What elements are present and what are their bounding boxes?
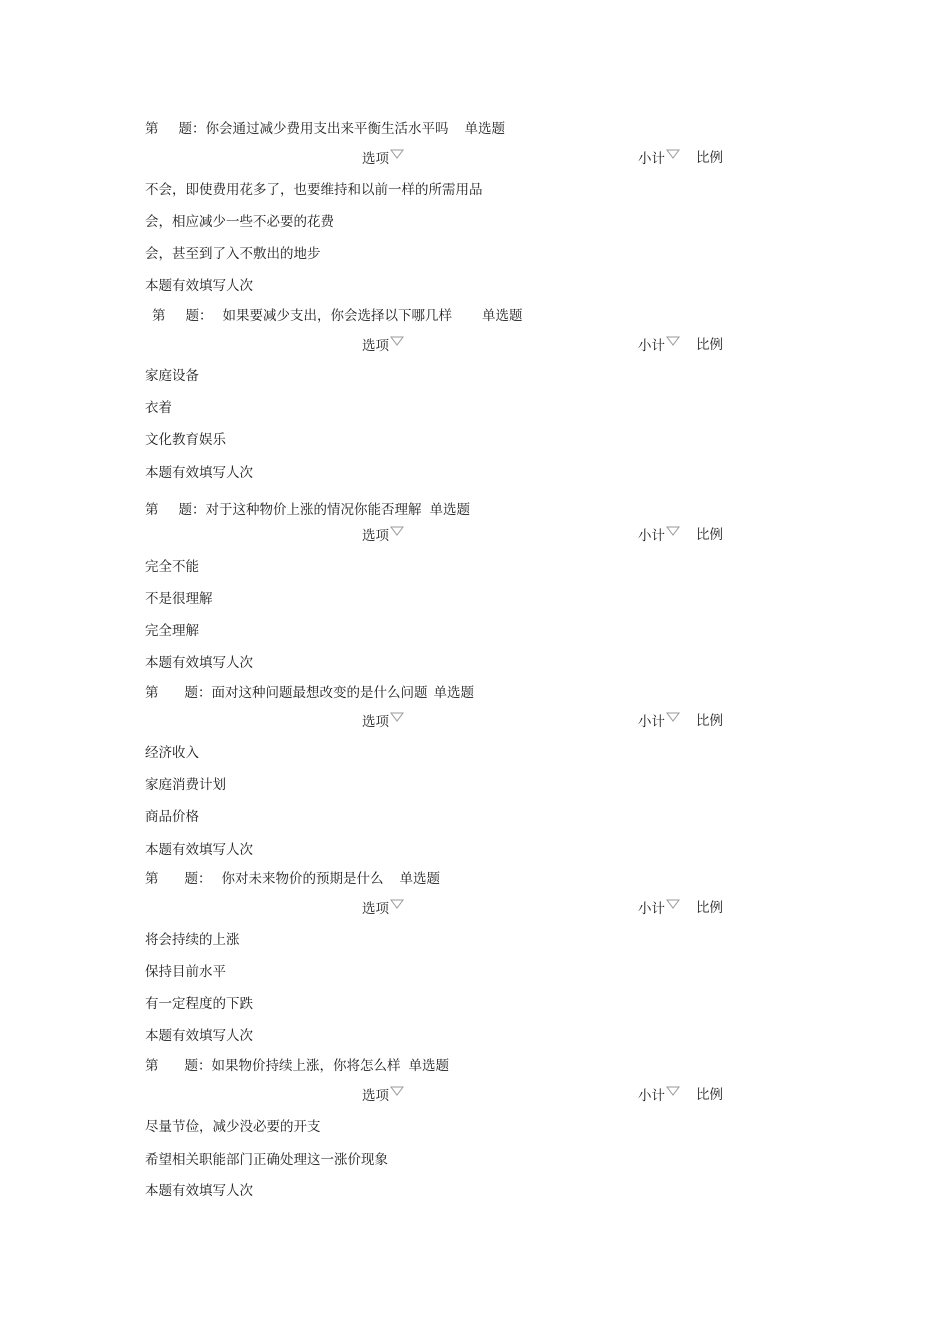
question-type: 单选题 xyxy=(464,121,505,137)
question-text: 如果物价持续上涨，你将怎么样 xyxy=(211,1058,401,1074)
question-1-title xyxy=(145,120,505,138)
option-row: 不会，即使费用花多了，也要维持和以前一样的所需用品 xyxy=(145,182,483,198)
column-header-count-label: 小计 xyxy=(638,714,665,730)
column-header-ratio: 比例 xyxy=(696,527,723,543)
option-row: 文化教育娱乐 xyxy=(145,432,226,448)
sort-icon[interactable] xyxy=(666,899,680,909)
column-header-ratio: 比例 xyxy=(696,713,723,729)
column-header-count-label: 小计 xyxy=(638,528,665,544)
question-prefix: 第 xyxy=(152,308,166,324)
column-header-count[interactable] xyxy=(638,149,680,167)
sort-icon[interactable] xyxy=(666,526,680,536)
question-2-title xyxy=(152,307,523,325)
sort-icon[interactable] xyxy=(390,149,404,159)
question-suffix: 题： xyxy=(184,685,212,701)
question-suffix: 题： xyxy=(184,871,212,887)
valid-responses-label: 本题有效填写人次 xyxy=(145,278,253,294)
valid-responses-label: 本题有效填写人次 xyxy=(145,465,253,481)
option-row: 完全不能 xyxy=(145,559,199,575)
column-header-option[interactable] xyxy=(362,899,404,917)
sort-icon[interactable] xyxy=(390,712,404,722)
sort-icon[interactable] xyxy=(390,899,404,909)
question-text: 如果要减少支出，你会选择以下哪几样 xyxy=(222,308,452,324)
option-row: 家庭消费计划 xyxy=(145,777,226,793)
sort-icon[interactable] xyxy=(666,1086,680,1096)
option-row: 衣着 xyxy=(145,400,172,416)
question-prefix: 第 xyxy=(145,1058,159,1074)
option-row: 尽量节俭，减少没必要的开支 xyxy=(145,1119,321,1135)
option-row: 经济收入 xyxy=(145,745,199,761)
valid-responses-label: 本题有效填写人次 xyxy=(145,655,253,671)
sort-icon[interactable] xyxy=(390,336,404,346)
column-header-option[interactable] xyxy=(362,526,404,544)
option-row: 有一定程度的下跌 xyxy=(145,996,253,1012)
column-header-option-label: 选项 xyxy=(362,338,389,354)
sort-icon[interactable] xyxy=(390,1086,404,1096)
sort-icon[interactable] xyxy=(390,526,404,536)
column-header-option[interactable] xyxy=(362,149,404,167)
option-row: 希望相关职能部门正确处理这一涨价现象 xyxy=(145,1152,388,1168)
column-header-ratio: 比例 xyxy=(696,900,723,916)
column-header-count[interactable] xyxy=(638,899,680,917)
option-row: 家庭设备 xyxy=(145,368,199,384)
question-text: 对于这种物价上涨的情况你能否理解 xyxy=(205,502,422,518)
valid-responses-label: 本题有效填写人次 xyxy=(145,842,253,858)
column-header-option-label: 选项 xyxy=(362,528,389,544)
question-5-title xyxy=(145,870,440,888)
sort-icon[interactable] xyxy=(666,336,680,346)
question-type: 单选题 xyxy=(408,1058,449,1074)
question-prefix: 第 xyxy=(145,685,159,701)
question-prefix: 第 xyxy=(145,121,159,137)
question-type: 单选题 xyxy=(429,502,470,518)
question-suffix: 题： xyxy=(178,502,206,518)
column-header-ratio: 比例 xyxy=(696,1087,723,1103)
column-header-option[interactable] xyxy=(362,1086,404,1104)
column-header-count[interactable] xyxy=(638,336,680,354)
column-header-option-label: 选项 xyxy=(362,1088,389,1104)
question-type: 单选题 xyxy=(433,685,474,701)
column-header-option-label: 选项 xyxy=(362,714,389,730)
question-3-title xyxy=(145,501,470,519)
option-row: 会，甚至到了入不敷出的地步 xyxy=(145,246,321,262)
column-header-option-label: 选项 xyxy=(362,901,389,917)
question-suffix: 题： xyxy=(184,1058,212,1074)
option-row: 完全理解 xyxy=(145,623,199,639)
valid-responses-label: 本题有效填写人次 xyxy=(145,1183,253,1199)
column-header-count[interactable] xyxy=(638,1086,680,1104)
question-prefix: 第 xyxy=(145,502,159,518)
sort-icon[interactable] xyxy=(666,149,680,159)
column-header-option[interactable] xyxy=(362,712,404,730)
option-row: 商品价格 xyxy=(145,809,199,825)
question-text: 你会通过减少费用支出来平衡生活水平吗 xyxy=(205,121,449,137)
question-4-title xyxy=(145,684,474,702)
question-prefix: 第 xyxy=(145,871,159,887)
question-type: 单选题 xyxy=(399,871,440,887)
question-type: 单选题 xyxy=(482,308,523,324)
sort-icon[interactable] xyxy=(666,712,680,722)
column-header-count[interactable] xyxy=(638,712,680,730)
column-header-option[interactable] xyxy=(362,336,404,354)
column-header-count[interactable] xyxy=(638,526,680,544)
option-row: 不是很理解 xyxy=(145,591,213,607)
column-header-count-label: 小计 xyxy=(638,151,665,167)
question-suffix: 题： xyxy=(178,121,206,137)
column-header-count-label: 小计 xyxy=(638,1088,665,1104)
column-header-ratio: 比例 xyxy=(696,337,723,353)
option-row: 将会持续的上涨 xyxy=(145,932,240,948)
column-header-count-label: 小计 xyxy=(638,338,665,354)
option-row: 保持目前水平 xyxy=(145,964,226,980)
question-suffix: 题： xyxy=(185,308,213,324)
question-text: 面对这种问题最想改变的是什么问题 xyxy=(211,685,428,701)
question-6-title xyxy=(145,1057,449,1075)
question-text: 你对未来物价的预期是什么 xyxy=(221,871,384,887)
column-header-ratio: 比例 xyxy=(696,150,723,166)
column-header-count-label: 小计 xyxy=(638,901,665,917)
valid-responses-label: 本题有效填写人次 xyxy=(145,1028,253,1044)
option-row: 会，相应减少一些不必要的花费 xyxy=(145,214,334,230)
column-header-option-label: 选项 xyxy=(362,151,389,167)
